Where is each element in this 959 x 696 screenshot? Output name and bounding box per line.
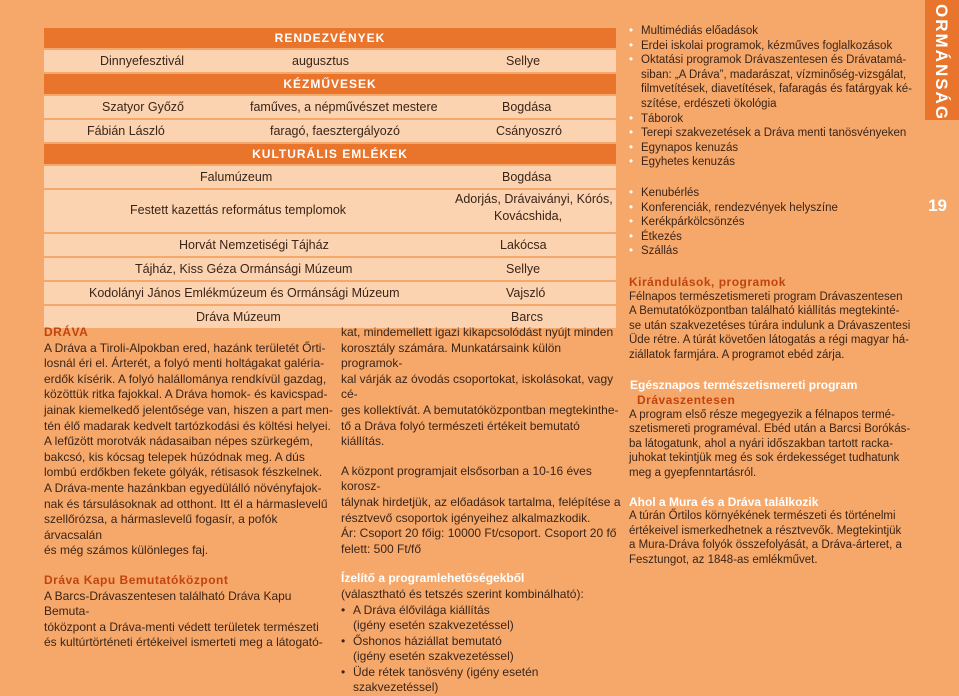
text-line: tóközpont a Dráva-menti védett területek természeti [44,620,334,636]
page-number: 19 [928,196,947,216]
cell: faműves, a népművészet mestere [250,96,438,118]
cell: Barcs [511,306,543,328]
subtitle: (választható és tetszés szerint kombinálható): [341,587,621,603]
text-line: se után szakvezetéses túrára indulunk a Drávaszentesi [629,319,919,334]
list-item: • Terepi szakvezetések a Dráva menti tanösvényeken [629,126,919,141]
paragraph [629,408,919,481]
cell: faragó, faesztergályozó [270,120,400,142]
text-line: jainak kiemelkedő jelentősége van, hiszen a part men- [44,403,334,419]
table-row [44,166,616,188]
band-kezmuvesek: KÉZMŰVESEK [44,74,616,94]
text-line: juhokat tekintjük meg és sok érdekességet tudhatunk [629,451,919,466]
text-line: szetismereti programéval. Ebéd után a Barcsi Borókás- [629,422,919,437]
text-line: Félnapos természetismereti program Drávaszentesen [629,290,919,305]
text-line: Fesztungot, az 1848-as emlékművet. [629,553,919,568]
text-line: lombú erdőkben fekete gólyák, rétisasok fészkelnek. [44,465,334,481]
list-item: • Multimédiás előadások [629,24,919,39]
paragraph [629,290,919,363]
text-line: értékeivel ismerkedhetnek a résztvevők. Megtekintjük [629,524,919,539]
text-line: tén élő madarak kedvelt tartózkodási és költési helyei. [44,419,334,435]
program-list [341,603,621,696]
list-item: • A Dráva élővilága kiállítás (igény esetén szakvezetéssel) [341,603,621,634]
list-item: • Oktatási programok Drávaszentesen és Drávatamá- siban: „A Dráva”, madarászat, vízminőség-vizsgálat, filmvetítések, diavetítések, fafaragás és fatárgyak ké- szítése, erdészeti ökológia [629,53,919,111]
text-line: Ár: Csoport 20 főig: 10000 Ft/csoport. Csoport 20 fő [341,526,621,542]
cell: Dinnyefesztivál [100,50,184,72]
cell: Horvát Nemzetiségi Tájház [179,234,329,256]
text-line: A központ programjait elsősorban a 10-16 éves korosz- [341,464,621,495]
text-line: tálynak hirdetjük, az előadások tartalma, felépítése a [341,495,621,511]
text-line: A túrán Őrtilos környékének természeti és történelmi [629,509,919,524]
table-row [44,96,616,118]
table-row [44,258,616,280]
side-tab [925,0,959,120]
section-title: Ahol a Mura és a Dráva találkozik [629,495,919,510]
section-title: Drávaszentesen [637,393,919,408]
table-row [44,190,616,232]
section-title: Kirándulások, programok [629,275,919,290]
band-rendezvenyek: RENDEZVÉNYEK [44,28,616,48]
text-line: a Mura-Dráva folyók összefolyását, a Dráva-árteret, a [629,538,919,553]
text-line: ziállatok farmjára. A programot ebéd zárja. [629,348,919,363]
text-line: nak és társulásoknak ad otthont. Itt él a hármaslevelű [44,497,334,513]
cell: Fábián László [87,120,165,142]
cell: Csányoszró [496,120,562,142]
list-item: • Szállás [629,244,919,259]
text-line: kal várják az óvodás csoportokat, iskolásokat, vagy cé- [341,372,621,403]
cell: Szatyor Győző [102,96,184,118]
text-line: ba látogatunk, ahol a nyári időszakban tartott racka- [629,437,919,452]
text-line: erdők kísérik. A folyó halállománya rendkívül gazdag, [44,372,334,388]
list-item: • Kenubérlés [629,186,919,201]
text-line: és még számos különleges faj. [44,543,334,559]
list-item: • Kerékpárkölcsönzés [629,215,919,230]
cell: Falumúzeum [200,166,272,188]
cell: Lakócsa [500,234,547,256]
paragraph [341,464,621,558]
section-title: DRÁVA [44,325,334,341]
text-line: A lefűzött morotvák nádasaiban népes szürkegém, [44,434,334,450]
drava-section [44,325,334,651]
cell: Bogdása [502,166,551,188]
text-line: A program első része megegyezik a félnapos termé- [629,408,919,423]
paragraph [341,325,621,450]
cell: Tájház, Kiss Géza Ormánsági Múzeum [135,258,352,280]
text-line: ges kollektívát. A bemutatóközpontban megtekinthe- [341,403,621,419]
text-line: korosztály számára. Munkatársaink külön programok- [341,341,621,372]
list-item: • Egynapos kenuzás [629,141,919,156]
paragraph [629,509,919,567]
cell: Kovácshida, [494,205,562,227]
text-line: tő a Dráva folyó természeti értékeit bemutató kiállítás. [341,419,621,450]
middle-section [341,325,621,696]
text-line: bakcsó, kis kócsag telepek húzódnak meg. A dús [44,450,334,466]
cell: Bogdása [502,96,551,118]
table-row [44,120,616,142]
text-line: Üde rétre. A túrát követően látogatás a régi magyar há- [629,333,919,348]
cell: augusztus [292,50,349,72]
text-line: kat, mindemellett igazi kikapcsolódást nyújt minden [341,325,621,341]
text-line: A Dráva-mente hazánkban egyedülálló növényfajok- [44,481,334,497]
text-line: losnál éri el. Árterét, a folyó menti holtágakat galéria- [44,356,334,372]
list-item: • Erdei iskolai programok, kézműves foglalkozások [629,39,919,54]
service-list [629,186,919,259]
cell: Dráva Múzeum [196,306,281,328]
text-line: szellőrózsa, a hármaslevelű fogasír, a pofók árvacsalán [44,512,334,543]
cell: Festett kazettás református templomok [130,199,346,221]
kapu-paragraph [44,589,334,651]
side-tab-label: ORMÁNSÁG [931,4,951,121]
list-item: • Egyhetes kenuzás [629,155,919,170]
text-line: A Barcs-Drávaszentesen található Dráva Kapu Bemuta- [44,589,334,620]
table-row [44,50,616,72]
text-line: résztvevő csoportok igényeihez alkalmazkodik. [341,511,621,527]
cell: Adorjás, Drávaiványi, Kórós, [455,188,613,210]
list-item: • Üde rétek tanösvény (igény esetén szakvezetéssel) [341,665,621,696]
drava-paragraph [44,341,334,559]
list-item: • Konferenciák, rendezvények helyszíne [629,201,919,216]
list-item: • Étkezés [629,230,919,245]
text-line: felett: 500 Ft/fő [341,542,621,558]
text-line: A Dráva a Tiroli-Alpokban ered, hazánk területét Őrti- [44,341,334,357]
text-line: meg a gyepfenntartásról. [629,466,919,481]
text-line: és kultúrtörténeti értékeivel ismerteti meg a látogató- [44,635,334,651]
section-title: Ízelítő a programlehetőségekből [341,571,621,587]
section-title: Dráva Kapu Bemutatóközpont [44,573,334,589]
text-line: közöttük ritka fajokkal. A Dráva homok- és kavicspad- [44,387,334,403]
cell: Sellye [506,50,540,72]
band-kulturalis: KULTURÁLIS EMLÉKEK [44,144,616,164]
right-section [629,24,919,568]
list-item: • Őshonos háziállat bemutató (igény esetén szakvezetéssel) [341,634,621,665]
cell: Vajszló [506,282,545,304]
text-line: A Bemutatóközpontban található kiállítás megtekinté- [629,304,919,319]
list-item: • Táborok [629,112,919,127]
section-title: Egésznapos természetismereti program [630,378,919,393]
cell: Kodolányi János Emlékmúzeum és Ormánsági Múzeum [89,282,400,304]
table-row [44,234,616,256]
table-row [44,282,616,304]
service-list [629,24,919,170]
cell: Sellye [506,258,540,280]
